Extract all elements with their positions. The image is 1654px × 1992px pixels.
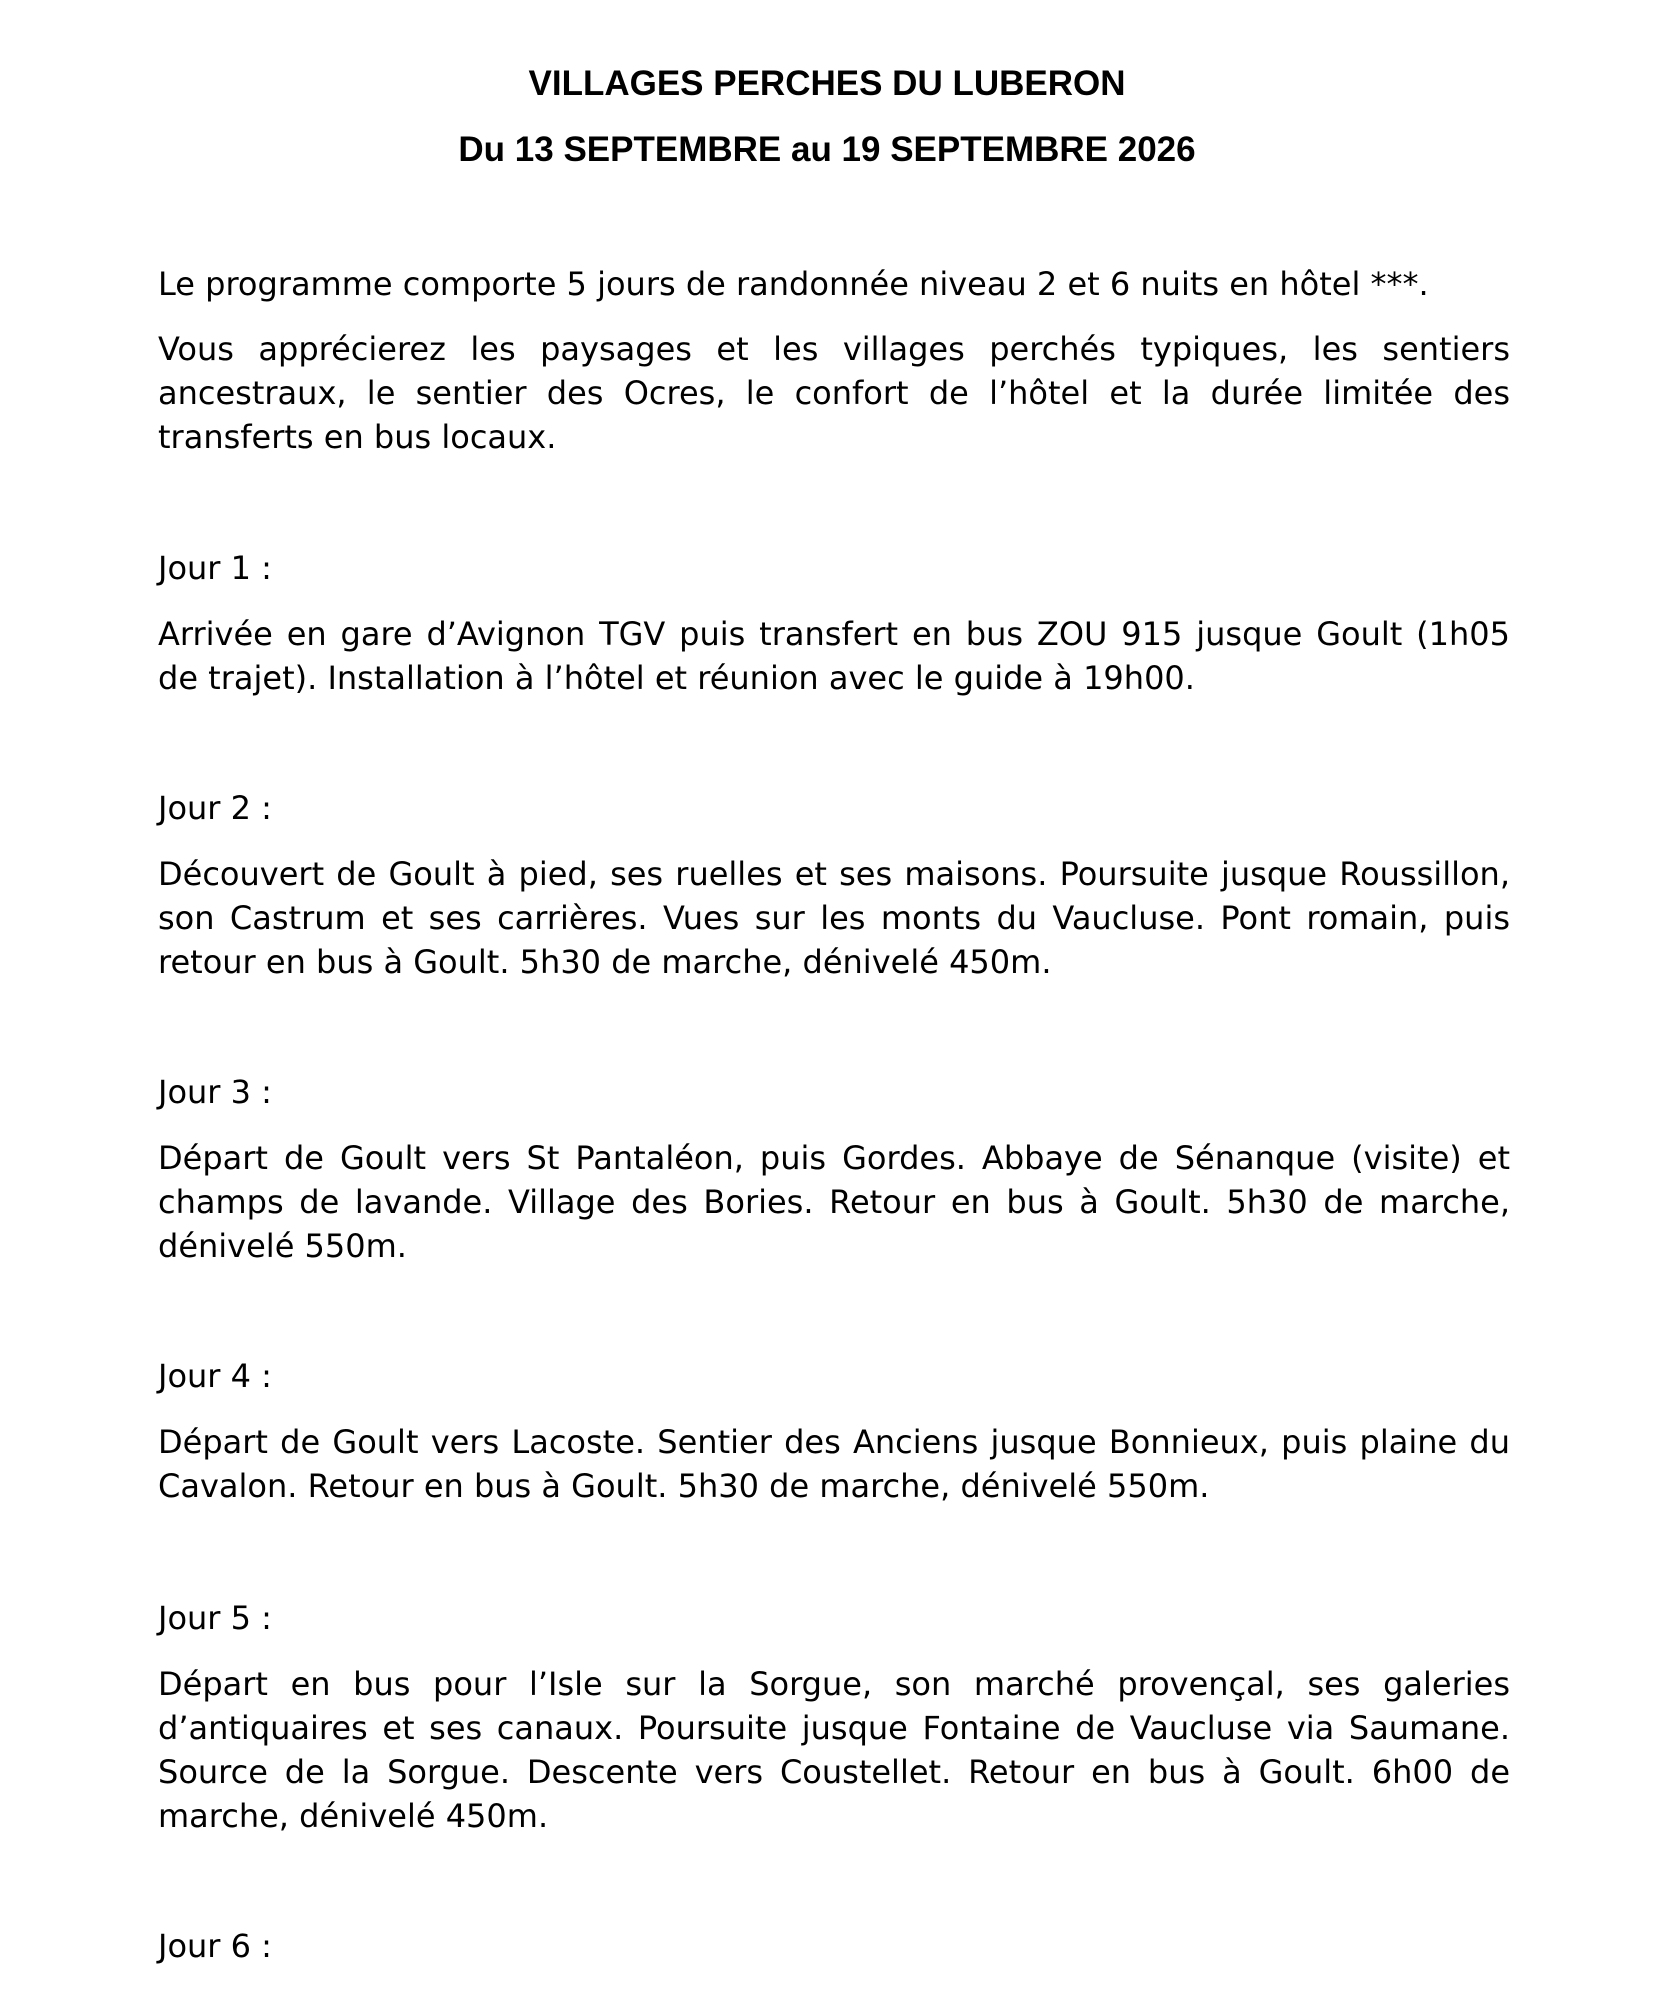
intro-paragraph-1: Le programme comporte 5 jours de randonnée niveau 2 et 6 nuits en hôtel ***.: [158, 265, 1429, 303]
document-title: VILLAGES PERCHES DU LUBERON: [528, 64, 1126, 103]
document-dates: Du 13 SEPTEMBRE au 19 SEPTEMBRE 2026: [458, 130, 1196, 169]
day-4-heading: Jour 4 :: [158, 1357, 272, 1395]
day-2-heading: Jour 2 :: [158, 789, 272, 827]
day-1-heading: Jour 1 :: [158, 549, 272, 587]
day-1-text: Arrivée en gare d’Avignon TGV puis transfert en bus ZOU 915 jusque Goult (1h05 de trajet). Installation à l’hôtel et réunion avec le guide à 19h00.: [158, 615, 1510, 697]
day-5-text: Départ en bus pour l’Isle sur la Sorgue, son marché provençal, ses galeries d’antiquaires et ses canaux. Poursuite jusque Fontaine de Vaucluse via Saumane. Source de la Sorgue. Descente vers Coustellet. Retour en bus à Goult. 6h00 de marche, dénivelé 450m.: [158, 1665, 1510, 1835]
day-3-text: Départ de Goult vers St Pantaléon, puis Gordes. Abbaye de Sénanque (visite) et champs de lavande. Village des Bories. Retour en bus à Goult. 5h30 de marche, dénivelé 550m.: [158, 1139, 1510, 1265]
day-6-heading: Jour 6 :: [158, 1927, 272, 1965]
day-2-text: Découvert de Goult à pied, ses ruelles et ses maisons. Poursuite jusque Roussillon, son Castrum et ses carrières. Vues sur les monts du Vaucluse. Pont romain, puis retour en bus à Goult. 5h30 de marche, dénivelé 450m.: [158, 855, 1510, 981]
day-3-heading: Jour 3 :: [158, 1073, 272, 1111]
day-4-text: Départ de Goult vers Lacoste. Sentier des Anciens jusque Bonnieux, puis plaine du Cavalon. Retour en bus à Goult. 5h30 de marche, dénivelé 550m.: [158, 1423, 1510, 1505]
intro-paragraph-2: Vous apprécierez les paysages et les villages perchés typiques, les sentiers ancestraux, le sentier des Ocres, le confort de l’hôtel et la durée limitée des transferts en bus locaux.: [158, 330, 1510, 456]
day-5-heading: Jour 5 :: [158, 1599, 272, 1637]
